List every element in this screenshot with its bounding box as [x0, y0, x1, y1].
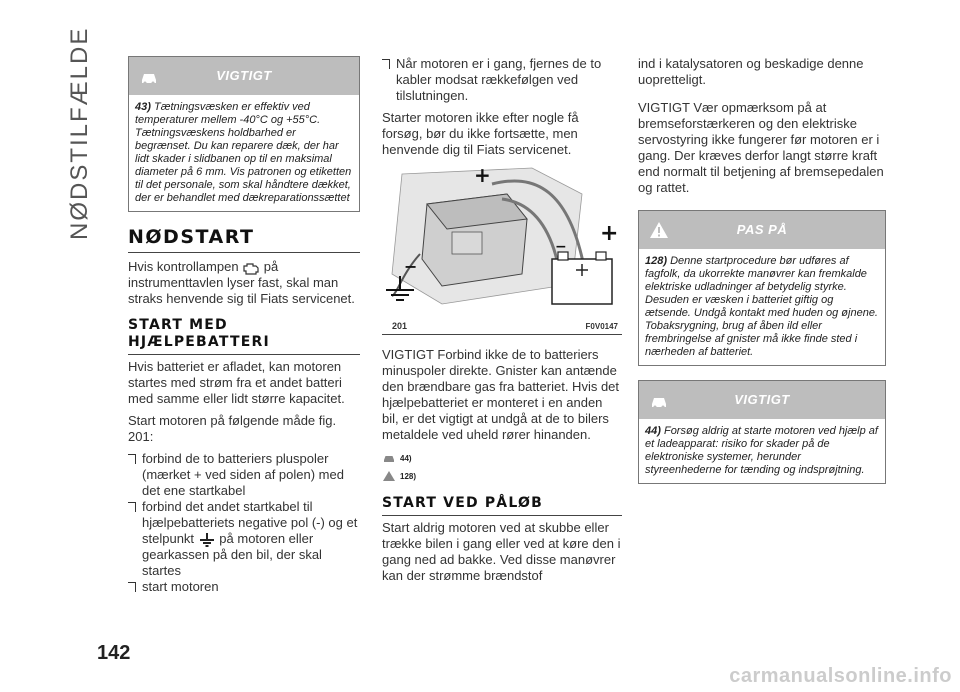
footer-watermark-url: carmanualsonline.info [729, 665, 952, 687]
subsection-title-push-start: START VED PÅLØB [382, 495, 622, 516]
intro-paragraph [128, 259, 360, 307]
warning-box-44-body [639, 419, 885, 483]
section-title-emergency-start: NØDSTART [128, 226, 360, 253]
no-start-paragraph: Starter motoren ikke efter nogle få forsøg, bør du ikke fortsætte, men henvende dig til Fiats servicenet. [382, 110, 579, 157]
brake-servo-paragraph: VIGTIGT Vær opmærksom på at bremseforstærkeren og den elektriske servostyring ikke fungerer før motoren er i gang. Der kræves derfor langt større kraft end normalt til betjening af bremsepedalen og rattet. [638, 100, 884, 195]
warning-box-44 [638, 380, 886, 484]
bullet-connect-positive: forbind de to batteriers pluspoler (mærket + ved siden af polen) med det ene startkabel [128, 451, 360, 499]
caution-box-128 [638, 210, 886, 366]
svg-text:−: − [404, 257, 418, 276]
warning-box-44-header [639, 381, 885, 419]
intro-text-before: Hvis kontrollampen [128, 259, 239, 274]
reference-44 [382, 449, 622, 467]
important-paragraph-minus-poles: VIGTIGT Forbind ikke de to batteriers minuspoler direkte. Gnister kan antænde den brændbare gas fra batteriet. Hvis det hjælpebatteriet er monteret i en anden bil, er det vigtigt at undgå at de to bilers metaldele ved uheld rører hinanden. [382, 347, 620, 442]
warning-44-ref-number: 44) [645, 425, 661, 437]
jump-start-paragraph-2: Start motoren på følgende måde fig. 201: [128, 413, 337, 444]
warning-box-43 [128, 56, 360, 212]
warning-box-title: VIGTIGT [216, 68, 272, 83]
warning-box-body [129, 95, 359, 211]
intro-text-after: på instrumenttavlen lyser fast, skal man straks henvende sig til Fiats servicenet. [128, 259, 355, 306]
figure-201-jump-start-diagram [382, 164, 622, 335]
figure-number: 201 [392, 321, 408, 331]
caution-triangle-icon [382, 470, 396, 482]
jump-start-paragraph-1: Hvis batteriet er afladet, kan motoren startes med strøm fra et andet batteri med samme eller lidt større kapacitet. [128, 359, 345, 406]
engine-warning-lamp-icon [242, 261, 260, 275]
svg-text:−: − [555, 239, 567, 255]
bullet-connect-negative [128, 499, 360, 579]
warning-44-text: Forsøg aldrig at starte motoren ved hjælp af et ladeapparat: risiko for skader på de elektroniske systemer, herunder styreenhederne for tænding og indsprøjtning. [645, 425, 878, 476]
svg-text:+: + [600, 221, 619, 246]
reference-128 [382, 467, 622, 485]
column-3 [638, 56, 886, 494]
warning-text: Tætningsvæsken er effektiv ved temperaturer mellem -40°C og +55°C. Tætningsvæskens holdbarhed er begrænset. Du kan reparere dæk, der har lidt skader i slidbanen op til en maksimal diameter på 6 mm. Vis patronen og etiketten til det personale, som skal håndtere dækket, der er behandlet med dækreparationssættet [135, 101, 352, 204]
page-number: 142 [97, 642, 131, 664]
caution-box-header [639, 211, 885, 249]
warning-box-44-title: VIGTIGT [734, 392, 790, 407]
svg-text:+: + [474, 164, 491, 187]
warning-box-header [129, 57, 359, 95]
jump-start-illustration [382, 164, 622, 334]
column-1 [128, 56, 360, 595]
caution-box-title: PAS PÅ [736, 222, 788, 237]
warning-ref-number: 43) [135, 101, 151, 113]
side-chapter-title [66, 26, 98, 240]
column-2 [382, 56, 622, 590]
caution-box-body [639, 249, 885, 365]
bullet-remove-cables: Når motoren er i gang, fjernes de to kabler modsat rækkefølgen ved tilslutningen. [382, 56, 622, 104]
subsection-title-jump-start: START MED HJÆLPEBATTERI [128, 317, 360, 355]
caution-text: Denne startprocedure bør udføres af fagfolk, da ukorrekte manøvrer kan fremkalde elektriske udladninger af betydelig styrke. Desuden er væsken i batteriet giftig og ætsende. Undgå kontakt med huden og øjnene. Tobaksrygning, brug af åben ild eller frembringelse af gnister må ikke finde sted i nærheden af batteriet. [645, 255, 878, 358]
figure-code: F0V0147 [585, 322, 618, 331]
reference-44-label[interactable]: 44) [400, 453, 412, 463]
bullet-negative-text-before: forbind det andet startkabel til hjælpebatteriets negative pol (-) og et stelpunkt [142, 499, 358, 546]
push-start-paragraph: Start aldrig motoren ved at skubbe eller trække bilen i gang eller ved at køre den i gang ned ad bakke. Ved disse manøvrer kan der strømme brændstof [382, 520, 621, 583]
catalyst-paragraph: ind i katalysatoren og beskadige denne uopretteligt. [638, 56, 864, 87]
ground-symbol-icon [198, 533, 216, 547]
bullet-negative-text-after: på motoren eller gearkassen på den bil, der skal startes [142, 531, 322, 578]
side-chapter-title-text: NØDSTILFÆLDE [66, 26, 93, 240]
warning-references [382, 449, 622, 485]
reference-128-label[interactable]: 128) [400, 471, 417, 481]
bullet-start-engine: start motoren [128, 579, 360, 595]
caution-ref-number: 128) [645, 255, 668, 267]
car-warning-icon [382, 452, 396, 464]
